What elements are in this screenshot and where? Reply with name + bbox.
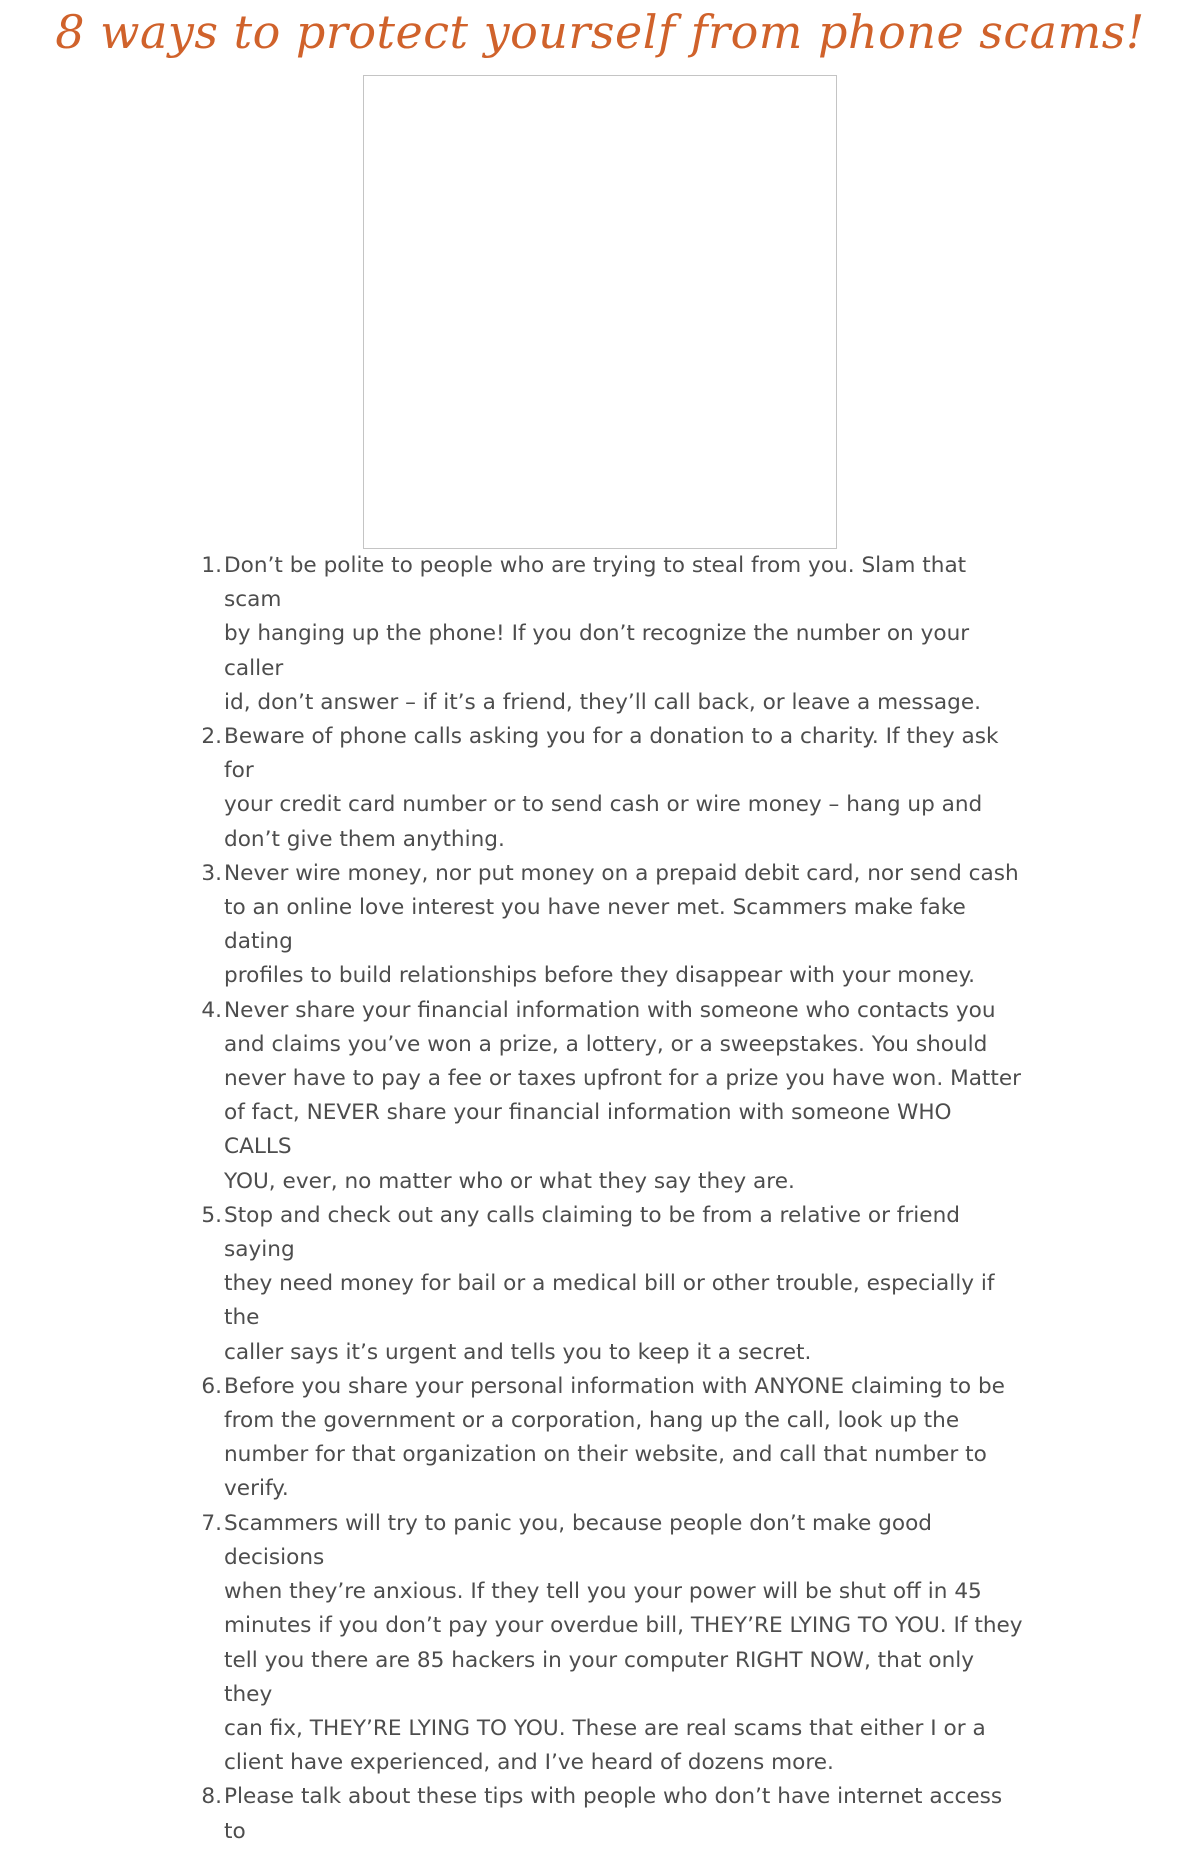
tip-text-line: Never wire money, nor put money on a prepaid debit card, nor send cash (224, 860, 1019, 886)
tip-text-line: profiles to build relationships before they disappear with your money. (224, 963, 976, 989)
tip-text-line: of fact, NEVER share your financial information with someone WHO CALLS (224, 1100, 952, 1160)
tip-text-line: never have to pay a fee or taxes upfront for a prize you have won. Matter (224, 1066, 1022, 1092)
tip-text-line: by hanging up the phone! If you don’t recognize the number on your caller (224, 621, 970, 681)
tip-text-line: verify. (224, 1476, 289, 1502)
article-image-placeholder (363, 75, 837, 549)
tips-list (201, 549, 1024, 1849)
tip-item (201, 1507, 1024, 1781)
tip-item (201, 720, 1024, 857)
tip-text-line: Scammers will try to panic you, because people don’t make good decisions (224, 1510, 933, 1570)
tip-number: 3. (201, 860, 222, 886)
tip-item (201, 1370, 1024, 1507)
tip-text-line: can fix, THEY’RE LYING TO YOU. These are real scams that either I or a (224, 1715, 986, 1741)
tip-text-line: when they’re anxious. If they tell you your power will be shut off in 45 (224, 1579, 982, 1605)
tip-text-line: id, don’t answer – if it’s a friend, they’ll call back, or leave a message. (224, 689, 982, 715)
tip-text-line: your credit card number or to send cash or wire money – hang up and (224, 792, 983, 818)
tip-text-line: Don’t be polite to people who are trying to steal from you. Slam that scam (224, 553, 967, 613)
tip-text-line: Before you share your personal information with ANYONE claiming to be (224, 1373, 1005, 1399)
tip-text-line: and claims you’ve won a prize, a lottery, or a sweepstakes. You should (224, 1031, 988, 1057)
tip-number: 7. (201, 1510, 222, 1536)
tip-text-line: caller says it’s urgent and tells you to keep it a secret. (224, 1339, 812, 1365)
tip-text-line: tell you there are 85 hackers in your computer RIGHT NOW, that only they (224, 1647, 975, 1707)
tip-text-line: they need money for bail or a medical bill or other trouble, especially if the (224, 1271, 995, 1331)
tip-item (201, 994, 1024, 1199)
article-title: 8 ways to protect yourself from phone scams! (55, 5, 1145, 59)
tip-number: 1. (201, 553, 222, 578)
tip-text-line: Beware of phone calls asking you for a donation to a charity. If they ask for (224, 724, 999, 784)
tip-number: 5. (201, 1202, 222, 1228)
tip-number: 2. (201, 724, 222, 750)
tip-number: 6. (201, 1373, 222, 1399)
tip-number: 4. (201, 997, 222, 1023)
tip-text-line: Never share your financial information with someone who contacts you (224, 997, 996, 1023)
tip-text-line: minutes if you don’t pay your overdue bill, THEY’RE LYING TO YOU. If they (224, 1613, 1023, 1639)
tip-text-line: Please talk about these tips with people who don’t have internet access to (224, 1784, 1003, 1844)
tip-text-line: YOU, ever, no matter who or what they say they are. (224, 1168, 795, 1194)
tip-item (201, 549, 1024, 720)
tip-item (201, 857, 1024, 994)
tip-text-line: don’t give them anything. (224, 826, 505, 852)
tip-number: 8. (201, 1784, 222, 1810)
tip-text-line: to an online love interest you have never met. Scammers make fake dating (224, 895, 966, 955)
tip-text-line: Stop and check out any calls claiming to be from a relative or friend saying (224, 1202, 960, 1263)
tip-text-line: number for that organization on their website, and call that number to (224, 1442, 987, 1468)
tip-text-line: client have experienced, and I’ve heard of dozens more. (224, 1750, 834, 1776)
tip-text-line: from the government or a corporation, hang up the call, look up the (224, 1408, 960, 1434)
tip-item (201, 1199, 1024, 1370)
tip-item (201, 1780, 1024, 1848)
